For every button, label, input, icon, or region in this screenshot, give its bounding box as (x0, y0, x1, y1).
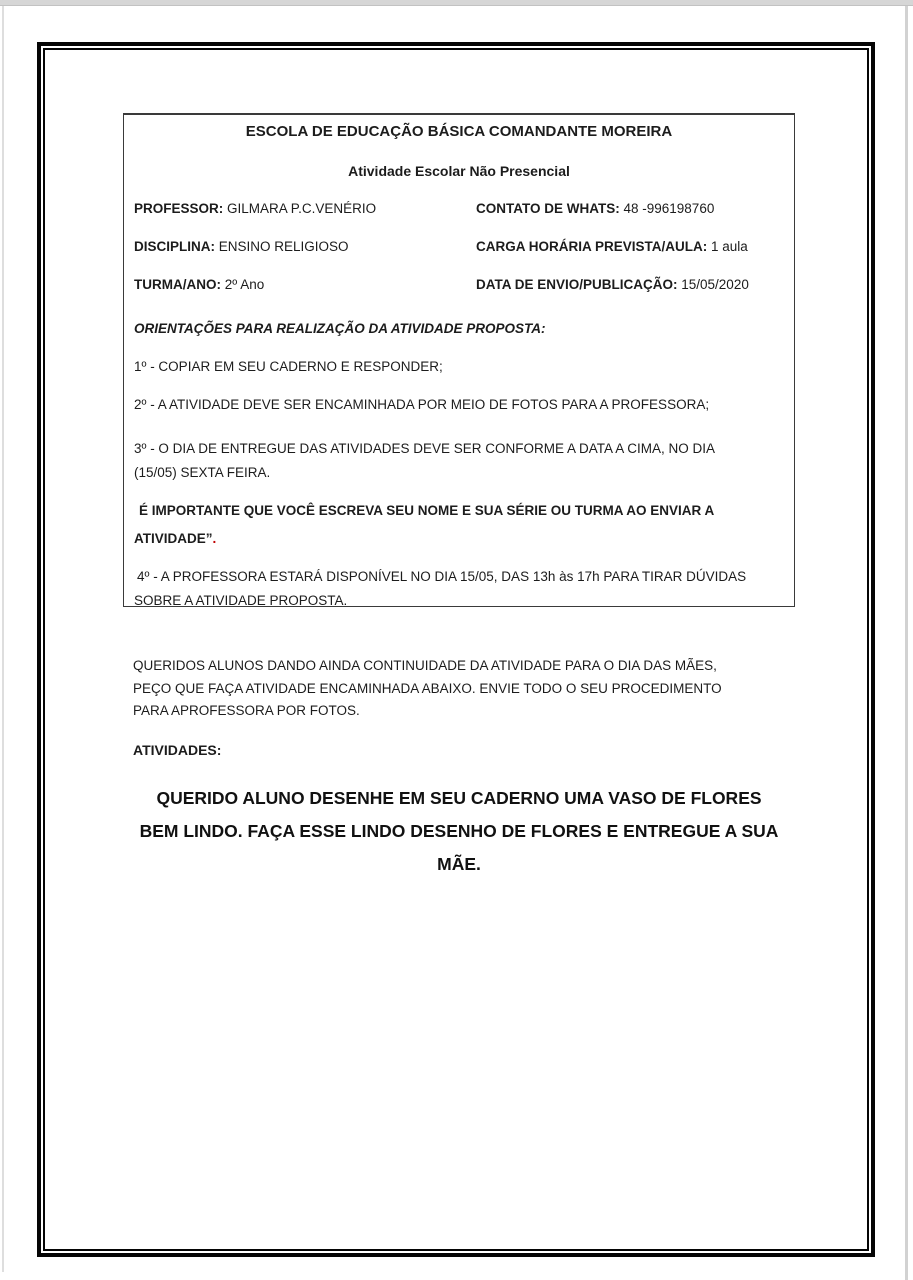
page-edge-top (0, 0, 913, 6)
instruction-3 (134, 437, 784, 485)
intro-line2: PEÇO QUE FAÇA ATIVIDADE ENCAMINHADA ABAIXO. ENVIE TODO O SEU PROCEDIMENTO (133, 680, 722, 696)
data-envio-field (476, 275, 749, 295)
activities-label: ATIVIDADES: (133, 742, 222, 758)
page-edge-left (2, 6, 4, 1272)
red-period: . (212, 531, 217, 546)
activity-line3: MÃE. (437, 854, 481, 874)
important-note (134, 497, 784, 553)
disciplina-value: ENSINO RELIGIOSO (218, 239, 349, 254)
turma-label: TURMA/ANO: (134, 277, 221, 292)
whats-contact-label: CONTATO DE WHATS: (476, 201, 620, 216)
instruction-2: 2º - A ATIVIDADE DEVE SER ENCAMINHADA POR MEIO DE FOTOS PARA A PROFESSORA; (134, 397, 710, 412)
important-note-line1: É IMPORTANTE QUE VOCÊ ESCREVA SEU NOME E SUA SÉRIE OU TURMA AO ENVIAR A (139, 503, 715, 518)
data-envio-value: 15/05/2020 (681, 277, 749, 292)
instruction-4 (134, 565, 784, 613)
whats-contact-field (476, 199, 714, 219)
carga-horaria-label: CARGA HORÁRIA PREVISTA/AULA: (476, 239, 708, 254)
orientations-heading: ORIENTAÇÕES PARA REALIZAÇÃO DA ATIVIDADE PROPOSTA: (134, 321, 546, 336)
carga-horaria-value: 1 aula (711, 239, 748, 254)
instruction-3-line1: 3º - O DIA DE ENTREGUE DAS ATIVIDADES DEVE SER CONFORME A DATA A CIMA, NO DIA (134, 441, 716, 456)
professor-label: PROFESSOR: (134, 201, 224, 216)
page-edge-right (905, 6, 908, 1280)
instruction-3-line2: (15/05) SEXTA FEIRA. (134, 465, 271, 480)
professor-value: GILMARA P.C.VENÉRIO (227, 201, 377, 216)
info-row-turma (134, 275, 784, 295)
instruction-4-line2: SOBRE A ATIVIDADE PROPOSTA. (134, 593, 348, 608)
disciplina-label: DISCIPLINA: (134, 239, 215, 254)
info-row-professor (134, 199, 784, 219)
header-info-box (123, 113, 795, 607)
document-subtitle: Atividade Escolar Não Presencial (348, 163, 570, 179)
instruction-1: 1º - COPIAR EM SEU CADERNO E RESPONDER; (134, 359, 443, 374)
activity-heading (123, 782, 795, 881)
instruction-4-line1: 4º - A PROFESSORA ESTARÁ DISPONÍVEL NO DIA 15/05, DAS 13h às 17h PARA TIRAR DÚVIDAS (137, 569, 747, 584)
activity-line2: BEM LINDO. FAÇA ESSE LINDO DESENHO DE FLORES E ENTREGUE A SUA (139, 821, 779, 841)
activity-line1: QUERIDO ALUNO DESENHE EM SEU CADERNO UMA VASO DE FLORES (156, 788, 762, 808)
intro-line1: QUERIDOS ALUNOS DANDO AINDA CONTINUIDADE DA ATIVIDADE PARA O DIA DAS MÃES, (133, 658, 717, 673)
carga-horaria-field (476, 237, 748, 257)
data-envio-label: DATA DE ENVIO/PUBLICAÇÃO: (476, 277, 678, 292)
turma-value: 2º Ano (224, 277, 265, 292)
intro-paragraph (133, 655, 795, 723)
school-name: ESCOLA DE EDUCAÇÃO BÁSICA COMANDANTE MOREIRA (245, 123, 673, 140)
info-row-disciplina (134, 237, 784, 257)
whats-contact-value: 48 -996198760 (623, 201, 715, 216)
important-note-line2: ATIVIDADE”. (134, 531, 217, 546)
intro-line3: PARA APROFESSORA POR FOTOS. (133, 703, 360, 718)
